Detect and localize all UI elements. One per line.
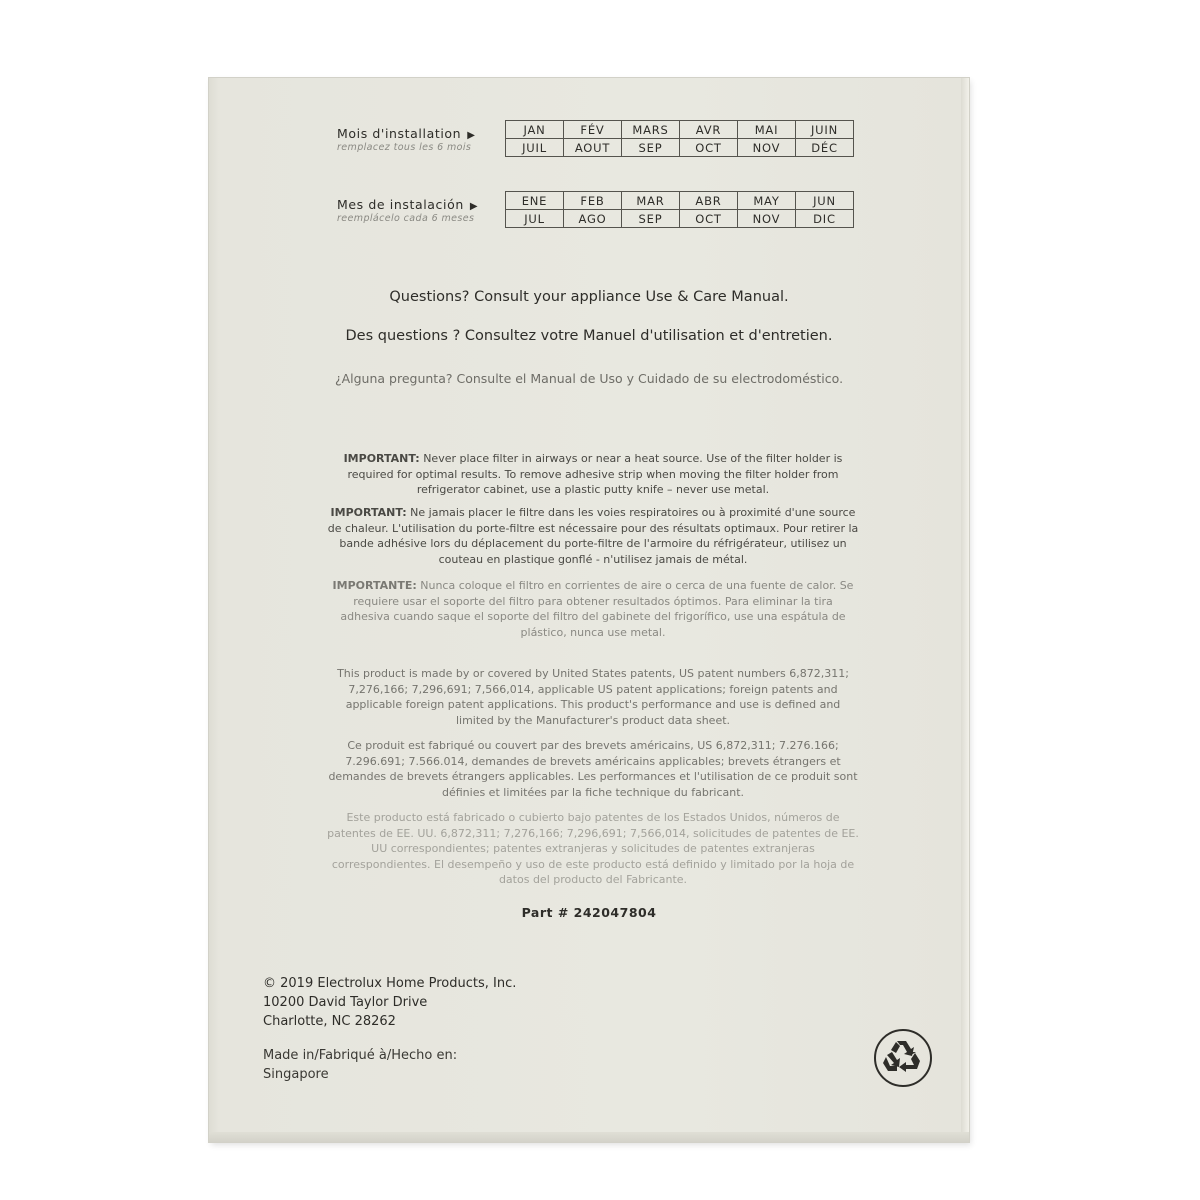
patent-notice-en: This product is made by or covered by United States patents, US patent numbers 6,872,311; 7,276,166; 7,296,691; 7,566,014, applicable US patent applications; foreign patents and applicable foreign patent applications. This product's performance and use is defined and limited by the Manufacturer's product data sheet.	[337, 667, 849, 727]
important-notice-fr	[327, 505, 859, 567]
month-cell: DÉC	[796, 139, 854, 157]
box-edge-bottom	[209, 1132, 969, 1142]
month-cell: AGO	[564, 210, 622, 228]
patent-notice-fr: Ce produit est fabriqué ou couvert par des brevets américains, US 6,872,311; 7.276.166; 7.296.691; 7.566.014, demandes de brevets américains applicables; brevets étrangers et demandes de brevets étrangers applicables. Les performances et l'utilisation de ce produit sont définies et limitées par la fiche technique du fabricant.	[328, 739, 858, 799]
month-cell: JUN	[796, 192, 854, 210]
important-label: IMPORTANT:	[343, 452, 420, 465]
installation-note-fr: remplacez tous les 6 mois	[337, 142, 472, 153]
questions-es: ¿Alguna pregunta? Consulte el Manual de Uso y Cuidado de su electrodoméstico.	[334, 371, 844, 386]
month-cell: DIC	[796, 210, 854, 228]
month-grid-es	[505, 191, 854, 228]
important-label: IMPORTANTE:	[332, 579, 417, 592]
country-of-origin	[263, 1046, 457, 1084]
month-cell: NOV	[738, 139, 796, 157]
month-cell: ABR	[680, 192, 738, 210]
manufacturer-address	[263, 974, 516, 1031]
month-cell: SEP	[622, 139, 680, 157]
month-cell: MARS	[622, 121, 680, 139]
month-cell: JUIL	[506, 139, 564, 157]
important-notice-es	[327, 578, 859, 640]
patent-notice-es: Este producto está fabricado o cubierto bajo patentes de los Estados Unidos, números de patentes de EE. UU. 6,872,311; 7,276,166; 7,296,691; 7,566,014, solicitudes de patentes de EE. UU correspondientes; patentes extranjeras y solicitudes de patentes extranjeras correspondientes. El desempeño y uso de este producto está definido y limitado por la hoja de datos del producto del Fabricante.	[327, 811, 859, 886]
month-cell: AOUT	[564, 139, 622, 157]
recycle-icon	[873, 1028, 933, 1088]
month-cell: FÉV	[564, 121, 622, 139]
origin-label: Made in/Fabriqué à/Hecho en:	[263, 1048, 458, 1063]
month-cell: JUIN	[796, 121, 854, 139]
important-text: Ne jamais placer le filtre dans les voies respiratoires ou à proximité d'une source de chaleur. L'utilisation du porte-filtre est nécessaire pour des résultats optimaux. Pour retirer la bande adhésive lors du déplacement du porte-filtre de l'armoire du réfrigérateur, utilisez un couteau en plastique gonflé - n'utilisez jamais de métal.	[327, 506, 859, 566]
month-cell: OCT	[680, 139, 738, 157]
installation-label-es: Mes de instalación ▶	[337, 197, 479, 212]
box-edge-right	[961, 78, 969, 1142]
month-cell: SEP	[622, 210, 680, 228]
copyright-line: © 2019 Electrolux Home Products, Inc.	[263, 976, 517, 991]
installation-label-fr: Mois d'installation ▶	[337, 126, 476, 141]
month-cell: MAY	[738, 192, 796, 210]
arrow-right-icon: ▶	[469, 201, 479, 212]
important-text: Nunca coloque el filtro en corrientes de aire o cerca de una fuente de calor. Se requiere usar el soporte del filtro para obtener resultados óptimos. Para eliminar la tira adhesiva cuando saque el soporte del filtro del gabinete del frigorífico, use una espátula de plástico, nunca use metal.	[340, 579, 854, 639]
month-cell: AVR	[680, 121, 738, 139]
month-cell: MAR	[622, 192, 680, 210]
street-line: 10200 David Taylor Drive	[263, 995, 428, 1010]
important-label: IMPORTANT:	[330, 506, 407, 519]
important-text: Never place filter in airways or near a heat source. Use of the filter holder is required for optimal results. To remove adhesive strip when moving the filter holder from refrigerator cabinet, use a plastic putty knife – never use metal.	[347, 452, 843, 496]
important-notice-en	[327, 451, 859, 498]
questions-fr: Des questions ? Consultez votre Manuel d'utilisation et d'entretien.	[345, 328, 833, 344]
filter-box-back-panel	[209, 78, 969, 1142]
month-grid-fr	[505, 120, 854, 157]
month-cell: JAN	[506, 121, 564, 139]
month-cell: MAI	[738, 121, 796, 139]
part-number: Part # 242047804	[521, 905, 657, 920]
arrow-right-icon: ▶	[467, 130, 476, 141]
month-cell: FEB	[564, 192, 622, 210]
month-cell: NOV	[738, 210, 796, 228]
installation-note-es: reemplácelo cada 6 meses	[337, 213, 475, 224]
questions-en: Questions? Consult your appliance Use & Care Manual.	[389, 289, 789, 305]
origin-country: Singapore	[263, 1067, 329, 1082]
month-cell: JUL	[506, 210, 564, 228]
city-line: Charlotte, NC 28262	[263, 1014, 396, 1029]
month-cell: ENE	[506, 192, 564, 210]
month-cell: OCT	[680, 210, 738, 228]
